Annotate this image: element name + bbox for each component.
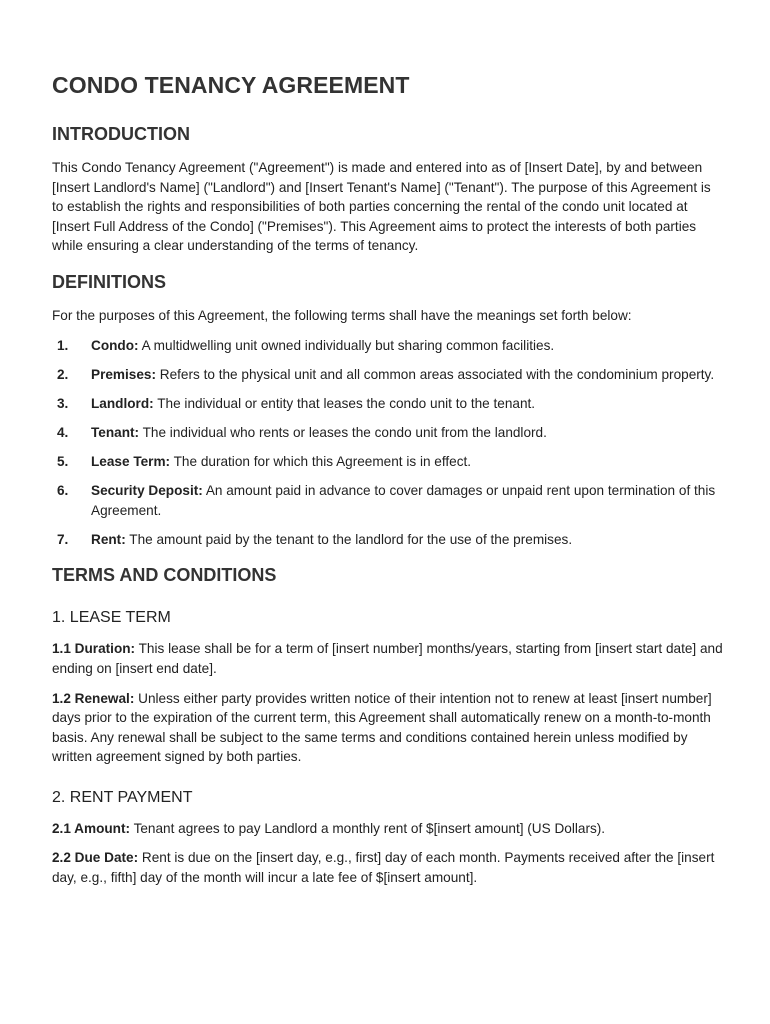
document-page — [52, 70, 724, 902]
duration-clause: 1.1 Duration: This lease shall be for a term of [insert number] months/years, starting from [insert start date] and ending on [insert end date]. — [52, 641, 723, 676]
renewal-clause: 1.2 Renewal: Unless either party provides written notice of their intention not to renew at least [insert number] days prior to the expiration of the current term, this Agreement shall automatically renew on a month-to-month basis. Any renewal shall be subject to the same terms and conditions contained herein unless modified by written agreement signed by both parties. — [52, 690, 712, 765]
definition-text: The individual or entity that leases the condo unit to the tenant. — [153, 395, 536, 411]
list-item: 4. Tenant: The individual who rents or leases the condo unit from the landlord. — [57, 424, 547, 440]
terms-heading: TERMS AND CONDITIONS — [52, 565, 277, 586]
introduction-heading: INTRODUCTION — [52, 124, 190, 144]
definition-term: Security Deposit: — [91, 483, 203, 499]
definition-text: Refers to the physical unit and all common areas associated with the condominium property. — [156, 366, 715, 382]
definitions-section — [52, 270, 724, 549]
definition-term: Rent: — [91, 531, 126, 547]
document-title: CONDO TENANCY AGREEMENT — [52, 72, 410, 98]
definition-term: Premises: — [91, 366, 156, 382]
due-date-clause: 2.2 Due Date: Rent is due on the [insert day, e.g., first] day of each month. Payments received after the [insert day, e.g., fifth] day of the month will incur a late fee of $[insert amount]. — [52, 850, 715, 886]
list-item: 7. Rent: The amount paid by the tenant to the landlord for the use of the premises. — [57, 531, 573, 547]
amount-clause: 2.1 Amount: Tenant agrees to pay Landlord a monthly rent of $[insert amount] (US Dollars). — [52, 820, 606, 836]
lease-term-heading: 1. LEASE TERM — [52, 609, 171, 627]
definition-term: Landlord: — [91, 395, 154, 411]
rent-payment-section — [52, 787, 724, 888]
definitions-list — [52, 336, 724, 550]
list-item: 2. Premises: Refers to the physical unit and all common areas associated with the condominium property. — [57, 366, 715, 382]
definition-term: Lease Term: — [91, 453, 171, 469]
definition-term: Condo: — [91, 337, 139, 353]
definition-text: The individual who rents or leases the condo unit from the landlord. — [139, 424, 547, 440]
definition-text: An amount paid in advance to cover damages or unpaid rent upon termination of this Agreement. — [91, 483, 716, 518]
definitions-intro: For the purposes of this Agreement, the following terms shall have the meanings set forth below: — [52, 307, 632, 323]
definition-text: The amount paid by the tenant to the landlord for the use of the premises. — [125, 531, 573, 547]
definition-term: Tenant: — [91, 424, 140, 440]
definition-text: The duration for which this Agreement is in effect. — [170, 453, 472, 469]
introduction-section — [52, 122, 724, 256]
lease-term-section — [52, 607, 724, 767]
list-item: 1. Condo: A multidwelling unit owned individually but sharing common facilities. — [57, 337, 555, 353]
definition-text: A multidwelling unit owned individually but sharing common facilities. — [138, 337, 555, 353]
list-item: 6. Security Deposit: An amount paid in advance to cover damages or unpaid rent upon termination of this Agreement. — [57, 483, 716, 518]
rent-payment-heading: 2. RENT PAYMENT — [52, 788, 193, 806]
list-item: 5. Lease Term: The duration for which this Agreement is in effect. — [57, 453, 472, 469]
introduction-text: This Condo Tenancy Agreement ("Agreement") is made and entered into as of [Insert Date], by and between [Insert Landlord's Name] ("Landlord") and [Insert Tenant's Name] ("Tenant"). The purpose of this Agreement is to establish the rights and responsibilities of both parties concerning the rental of the condo unit located at [Insert Full Address of the Condo] ("Premises"). This Agreement aims to protect the interests of both parties while ensuring a clear understanding of the terms of tenancy. — [52, 160, 711, 254]
definitions-heading: DEFINITIONS — [52, 271, 167, 292]
list-item: 3. Landlord: The individual or entity that leases the condo unit to the tenant. — [57, 395, 536, 411]
terms-section — [52, 563, 724, 887]
